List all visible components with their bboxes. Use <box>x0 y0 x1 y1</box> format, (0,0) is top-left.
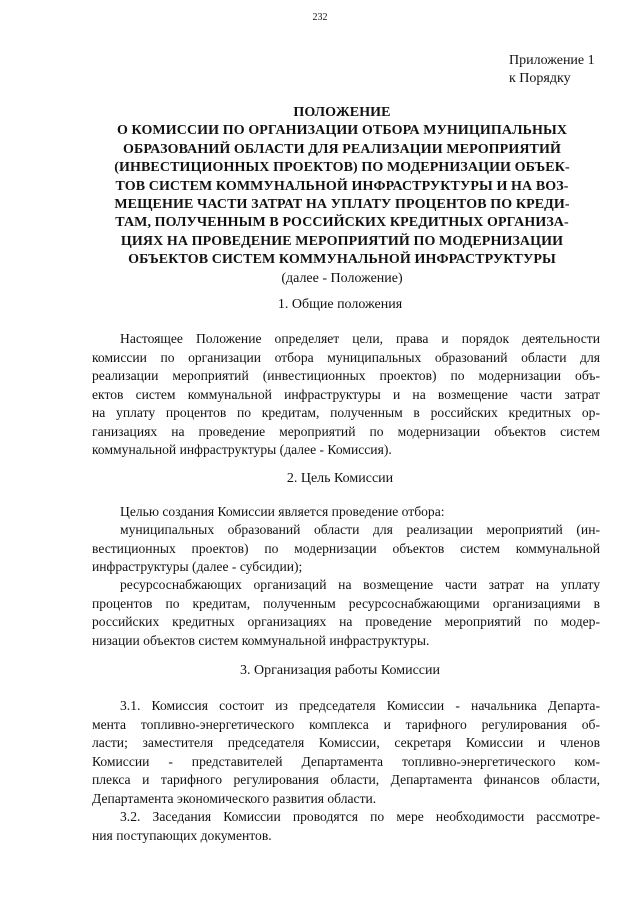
paragraph-goal-municipal <box>92 521 600 577</box>
text-line: низации объектов систем коммунальной инфраструктуры. <box>92 632 430 648</box>
text-line: плекса и тарифного регулирования области, Департамента финансов области, <box>92 772 600 787</box>
section-heading-organization: 3. Организация работы Комиссии <box>239 663 441 678</box>
title-line: О КОМИССИИ ПО ОРГАНИЗАЦИИ ОТБОРА МУНИЦИПАЛЬНЫХ <box>116 123 568 139</box>
text-line: на уплату процентов по кредитам, полученным в российских кредитных ор- <box>92 405 600 420</box>
text-line: мента топливно-энергетического комплекса и тарифного регулирования об- <box>92 716 600 732</box>
text-line: комиссии по организации отбора муниципальных образований области для <box>92 349 600 365</box>
section-heading-general: 1. Общие положения <box>277 297 403 312</box>
title-line: ПОЛОЖЕНИЕ <box>293 105 391 120</box>
title-line: ТОВ СИСТЕМ КОММУНАЛЬНОЙ ИНФРАСТРУКТУРЫ И НА ВОЗ- <box>115 178 569 194</box>
text-line: Департамента экономического развития области. <box>92 790 377 806</box>
text-line: муниципальных образований области для реализации мероприятий (ин- <box>120 522 600 537</box>
text-line: Комиссии - представителей Департамента топливно-энергетического ком- <box>92 753 600 769</box>
title-line: ОБЪЕКТОВ СИСТЕМ КОММУНАЛЬНОЙ ИНФРАСТРУКТУРЫ <box>128 252 556 268</box>
text-line: ния поступающих документов. <box>92 827 272 843</box>
title-line: ОБРАЗОВАНИЙ ОБЛАСТИ ДЛЯ РЕАЛИЗАЦИИ МЕРОПРИЯТИЙ <box>123 141 561 157</box>
appendix-reference <box>509 52 595 88</box>
title-subtitle: (далее - Положение) <box>281 270 403 286</box>
text-line: инфраструктуры (далее - субсидии); <box>92 559 303 574</box>
title-line: ЦИЯХ НА ПРОВЕДЕНИЕ МЕРОПРИЯТИЙ ПО МОДЕРНИЗАЦИИ <box>120 233 564 249</box>
paragraph-goal-resource <box>92 576 600 650</box>
title-line: МЕЩЕНИЕ ЧАСТИ ЗАТРАТ НА УПЛАТУ ПРОЦЕНТОВ ПО КРЕДИ- <box>114 197 570 213</box>
paragraph-general <box>92 330 600 460</box>
text-line: коммунальной инфраструктуры (далее - Комиссия). <box>92 442 392 457</box>
text-line: 3.1. Комиссия состоит из председателя Комиссии - начальника Департа- <box>120 698 600 713</box>
appendix-line-2: к Порядку <box>509 71 571 86</box>
text-line: Настоящее Положение определяет цели, права и порядок деятельности <box>120 331 600 346</box>
paragraph-3-2 <box>92 808 600 845</box>
paragraph-goal-intro <box>92 503 600 522</box>
page-number: 232 <box>312 12 328 23</box>
title-line: ТАМ, ПОЛУЧЕННЫМ В РОССИЙСКИХ КРЕДИТНЫХ ОРГАНИЗА- <box>115 215 569 231</box>
text-line: вестиционных проектов) по модернизации объектов систем коммунальной <box>92 540 600 556</box>
text-line: ресурсоснабжающих организаций на возмещение части затрат на уплату <box>120 577 600 592</box>
text-line: ганизациях на проведение мероприятий по модернизации объектов систем <box>92 423 600 439</box>
paragraph-3-1 <box>92 697 600 808</box>
section-heading-goal: 2. Цель Комиссии <box>286 471 394 486</box>
text-line: Целью создания Комиссии является проведение отбора: <box>120 504 445 519</box>
title-line: (ИНВЕСТИЦИОННЫХ ПРОЕКТОВ) ПО МОДЕРНИЗАЦИИ ОБЪЕК- <box>114 160 570 176</box>
appendix-line-1: Приложение 1 <box>509 53 595 68</box>
text-line: 3.2. Заседания Комиссии проводятся по мере необходимости рассмотре- <box>120 809 600 824</box>
text-line: ектов систем коммунальной инфраструктуры и на возмещение части затрат <box>92 386 600 402</box>
document-title <box>88 104 596 288</box>
text-line: российских кредитных организациях на проведение мероприятий по модер- <box>92 614 600 629</box>
text-line: ласти; заместителя председателя Комиссии, секретаря Комиссии и членов <box>92 735 600 750</box>
text-line: реализации мероприятий (инвестиционных проектов) по модернизации объ- <box>92 368 600 383</box>
text-line: процентов по кредитам, полученным ресурсоснабжающими организациями в <box>92 595 600 611</box>
